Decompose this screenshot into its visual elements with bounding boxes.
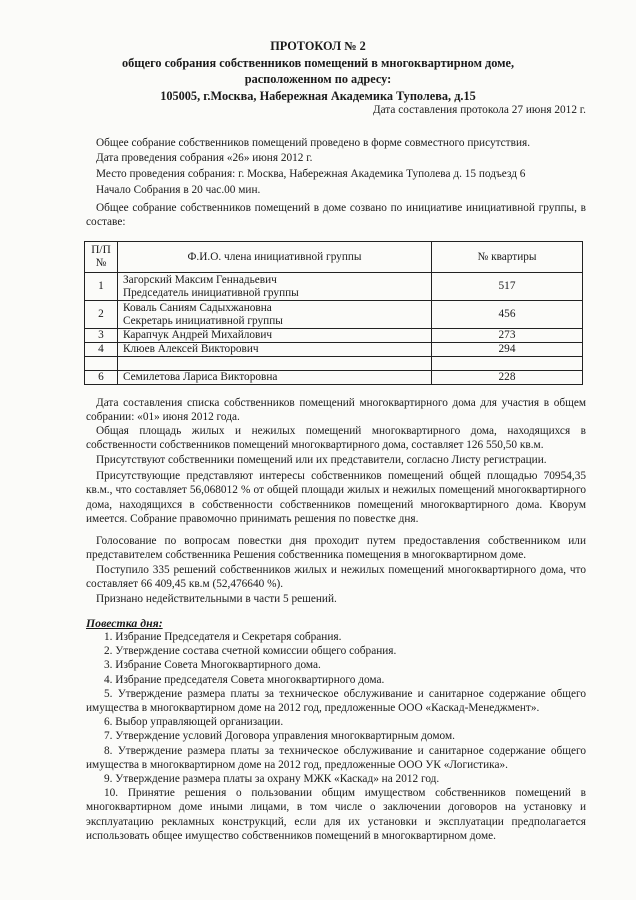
meeting-date: Дата проведения собрания «26» июня 2012 г. bbox=[96, 152, 313, 164]
row-number: 6 bbox=[85, 371, 118, 385]
table-header-row bbox=[85, 242, 583, 273]
meeting-place: Место проведения собрания: г. Москва, Набережная Академика Туполева д. 15 подъезд 6 bbox=[96, 168, 526, 180]
paragraph-present: Присутствуют собственники помещений или их представители, согласно Листу регистрации. bbox=[96, 454, 547, 466]
title-line-1: ПРОТОКОЛ № 2 bbox=[270, 39, 366, 53]
initiative-text: Общее собрание собственников помещений в доме созвано по инициативе инициативной группы, в составе: bbox=[86, 202, 586, 229]
paragraph-quorum: Присутствующие представляют интересы собственников помещений общей площадью 70954,35 кв.м., что составляет 56,068012 % от общей площади жилых и нежилых помещений многоквартирного дома, находящихся в собственности собственников помещений многоквартирного дома. Кворум имеется. Собрание правомочно принимать решения по повестке дня. bbox=[86, 470, 586, 525]
row-number: 3 bbox=[85, 329, 118, 343]
agenda-heading: Повестка дня: bbox=[86, 616, 163, 630]
paragraph-decisions: Поступило 335 решений собственников жилых и нежилых помещений многоквартирного дома, что составляет 66 409,45 кв.м (52,476640 %). bbox=[86, 564, 586, 591]
member-name: Карапчук Андрей Михайлович bbox=[118, 329, 432, 343]
table-row bbox=[85, 371, 583, 385]
agenda-list bbox=[86, 630, 586, 843]
row-number bbox=[85, 357, 118, 371]
agenda-item: 4. Избрание председателя Совета многоквартирного дома. bbox=[104, 673, 385, 686]
agenda-item: 3. Избрание Совета Многоквартирного дома. bbox=[104, 659, 321, 672]
member-name bbox=[118, 357, 432, 371]
header-name: Ф.И.О. члена инициативной группы bbox=[118, 242, 432, 273]
member-role: Секретарь инициативной группы bbox=[123, 314, 283, 327]
protocol-date: Дата составления протокола 27 июня 2012 г. bbox=[372, 104, 586, 116]
member-name: Коваль Саниям Садыхжановна bbox=[123, 301, 272, 314]
row-apartment: 273 bbox=[432, 329, 583, 343]
row-name-cell bbox=[118, 301, 432, 329]
row-apartment bbox=[432, 357, 583, 371]
agenda-item: 7. Утверждение условий Договора управления многоквартирным домом. bbox=[104, 730, 455, 743]
row-apartment: 456 bbox=[432, 301, 583, 329]
paragraph-total-area: Общая площадь жилых и нежилых помещений многоквартирного дома, находящихся в собственности собственников помещений многоквартирного дома, составляет 126 550,50 кв.м. bbox=[86, 425, 586, 452]
table-row bbox=[85, 301, 583, 329]
agenda-item: 10. Принятие решения о пользовании общим имуществом собственников помещений в многоквартирном доме иными лицами, в том числе о заключении договоров на установку и эксплуатацию рекламных конструкций, если для их установки и эксплуатации предполагается использовать общее имущество собственников помещений в многоквартирном доме. bbox=[86, 787, 586, 842]
agenda-item: 2. Утверждение состава счетной комиссии общего собрания. bbox=[104, 645, 397, 658]
agenda-item: 5. Утверждение размера платы за техническое обслуживание и санитарное содержание общего имущества в многоквартирном доме на 2012 год, предложенные ООО «Каскад-Менеджмент». bbox=[86, 687, 586, 715]
document-title bbox=[0, 38, 636, 104]
agenda-item: 6. Выбор управляющей организации. bbox=[104, 716, 284, 729]
row-number: 1 bbox=[85, 273, 118, 301]
row-number: 4 bbox=[85, 343, 118, 357]
paragraph-list-date: Дата составления списка собственников помещений многоквартирного дома для участия в общем собрании: «01» июня 2012 года. bbox=[86, 397, 586, 424]
title-line-3: расположенном по адресу: bbox=[244, 72, 392, 86]
row-number: 2 bbox=[85, 301, 118, 329]
row-name-cell bbox=[118, 273, 432, 301]
table-row-blank bbox=[85, 357, 583, 371]
table-row bbox=[85, 329, 583, 343]
title-line-2: общего собрания собственников помещений в многоквартирном доме, bbox=[121, 55, 515, 70]
header-number: П/П № bbox=[85, 242, 118, 273]
row-apartment: 228 bbox=[432, 371, 583, 385]
agenda-item: 1. Избрание Председателя и Секретаря собрания. bbox=[104, 631, 342, 643]
header-apartment: № квартиры bbox=[432, 242, 583, 273]
table-row bbox=[85, 273, 583, 301]
title-line-4: 105005, г.Москва, Набережная Академика Туполева, д.15 bbox=[160, 88, 476, 103]
row-apartment: 294 bbox=[432, 343, 583, 357]
paragraph-invalid: Признано недействительными в части 5 решений. bbox=[96, 593, 337, 605]
initiative-group-table bbox=[84, 241, 583, 385]
table-row bbox=[85, 343, 583, 357]
row-apartment: 517 bbox=[432, 273, 583, 301]
meeting-form: Общее собрание собственников помещений проведено в форме совместного присутствия. bbox=[96, 137, 531, 149]
member-role: Председатель инициативной группы bbox=[123, 286, 299, 299]
member-name: Семилетова Лариса Викторовна bbox=[118, 371, 432, 385]
member-name: Загорский Максим Геннадьевич bbox=[123, 273, 277, 286]
paragraph-voting: Голосование по вопросам повестки дня проходит путем предоставления собственником или представителем собственника Решения собственника помещения в многоквартирном доме. bbox=[86, 535, 586, 562]
agenda-item: 9. Утверждение размера платы за охрану МЖК «Каскад» на 2012 год. bbox=[104, 773, 440, 786]
agenda-item: 8. Утверждение размера платы за техническое обслуживание и санитарное содержание общего имущества в многоквартирном доме на 2012 год, предложенные ООО УК «Логистика». bbox=[86, 744, 586, 771]
meeting-start: Начало Собрания в 20 час.00 мин. bbox=[96, 184, 261, 196]
member-name: Клюев Алексей Викторович bbox=[118, 343, 432, 357]
